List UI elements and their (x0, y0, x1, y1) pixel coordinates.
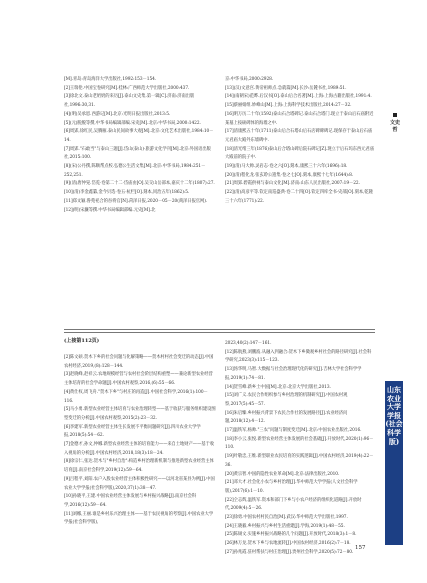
reference-entry: [26]林万龙.贺木下乡与农地流转[J].中国农村经济,2016(2):7－18. (225, 541, 351, 547)
side-label-top (389, 113, 401, 134)
reference-entry: [19]叶敬忠,王维.新型职业农民培育的实践逻辑[J].中国农村经济,2019(4):22－36. (225, 454, 374, 468)
reference-entry: [9]吕程平,刘阳.农户入股农业经营主体积极性研究——以河北省某县为例[J].中国农业大学学报(社会科学版),2020,37(1):38－47. (64, 476, 215, 491)
reference-entry: [2]王瑞伦.中国宝卷研究[M].桂林:广西师范大学出版社,2000:437. (64, 85, 190, 91)
continuation-heading: (上接第112页) (64, 338, 100, 344)
reference-entry: [16]朱启臻.乡村振兴背景下农民合作社的发展路径[J].农业经济问题,2018(12):4－12. (225, 410, 348, 425)
references-top-left (64, 76, 216, 215)
reference-entry: [16]明万历二十年(1592)泰山石合塔碑记.泰山石合塔门.现立于泰山后石庙附近某墓上按硕碑体的海墙之中. (225, 111, 374, 126)
reference-entry: [17]清康熙五十年(1711)泰山后合石塔山后石店碑碑碑记.现保存于泰山后石庙元君庙大殿外东墙碑中. (225, 129, 373, 143)
reference-entry: [10]孙晓平,王建.中国农业经营主体发展与乡村振兴战略[J].南京社会科学,2016(12):59－64. (64, 494, 197, 508)
page-number: 157 (355, 545, 366, 551)
reference-entry: [8]徐宗仁,张达.贺木与"乡村自治":构造乡村治理新机制与推进新型农业经营主体培育[J].南京社会科学,2019(12):59－64. (64, 459, 214, 474)
reference-entry: [19](清)马大帅.灵岩志·卷之六[O].刻本,康熙三十六年(1696):18. (225, 164, 348, 170)
reference-entry: [5](元)脱脱等撰,中华书局编辑部编.宋史[M].北京:中华书局,2000:1422. (64, 120, 201, 126)
reference-entry: [12]陈航燕,刘鹏波.从融入到融合:贺木下乡微观乡村社会的路径研究[J].社会科学研究,2023(3):115－123. (225, 349, 372, 364)
reference-entry: [22]仝志辉,温铁军.资本和部门下乡与小农户经济的组织化道路[J].开放时代,2009(4):5－26. (225, 497, 362, 512)
reference-entry: [13]汤华明,马智.大数据与社会治理现代化的研究[J].吉林大学社会科学学报,2019(1):74－81. (225, 367, 362, 381)
reference-entry: [24]王晓毅.乡村振兴与乡村生活重建[J].学海,2019(1):48－55. (225, 523, 345, 529)
reference-entry: [5]马小勇.新型农业经营主体培育与农业治理转型——基于收获与服务组织建设图型变迁的分析[J].中国农村观察,2015(2):23－32. (64, 407, 216, 421)
reference-entry: [14](南朝宋)范晔.后汉书[O].泰山后合名著[M].上海:上海古籍出版社,1991:4. (225, 94, 372, 100)
reference-entry: [23]徐勇.中国农村村民自治[M].武汉:华中师范大学出版社,1997. (225, 515, 348, 521)
section-divider (64, 329, 375, 330)
reference-entry: [4](明)吴承恩.西游记[M].北京:光明日报出版社,2013:5. (64, 111, 171, 117)
reference-entry: [10](清)李金鑫纂,金今贝选·卷五·杭栏[O].刻本,同治五年(1862):5. (64, 190, 190, 196)
reference-entry: [13](汉)文意宫.黄帝祖师点.急就篇[M].长沙:岳麓书社,1989:51. (225, 85, 347, 91)
reference-entry: [18]李小云,张悦.新型农业经营主体发展的社会基础[J].开放时代,2020(1):96－110. (225, 436, 374, 451)
reference-entry: [22](清)高彦平等.钦定南巡盛典·卷二十四[O].钦定四库全书·史部[O].刻本,乾隆三十六年(1771):22. (225, 190, 373, 204)
references-bottom-right (225, 340, 375, 558)
reference-entry: [2]陈文硕.贺木下乡的社会问题与化解策略——贺木村村社会变迁的动态[J].中国农村经济,2019,(8):128－144. (64, 355, 214, 369)
reference-entry: [6]李建军.新型农业经营主体生长发展不平衡问题研究[J].四川农业大学学报,2018(5):54－62. (64, 424, 201, 439)
reference-entry: [21]邓大才.社会化小农与乡村治理[J].华中师范大学学报(人文社会科学版),2017(6):1－10. (225, 480, 358, 494)
reference-entry: [6]周郢,徐红民,吴腾雁.泰山民间故事大观[M].北京:文化艺术出版社,1984:10－14. (64, 129, 214, 143)
reference-entry: [9](清)唐仲晃.岱览·卷第二十二·岱庙由[O].吴交山岳部本,嘉庆十二年(1807):27. (64, 181, 215, 187)
reference-entry: [7]周郢."石敢当"与泰山三题[J].岱山(泰山)·旅游文化学刊[M].北京:外国语出版社,2015:100. (64, 146, 211, 161)
reference-entry: [8](宋)公丹撰,陈顺帮点校.弘德公生活文集[M].北京:中华书局,1984:251－252,251. (64, 164, 206, 178)
reference-entry: [3]赵晓峰,赵祥云.农地规模经营与农村社会阶层结构重塑——兼论新型农业经营主体培育的社会学命题[J].中国农村观察,2016,(6):55－66. (64, 372, 213, 387)
reference-entry: [20]黄宗智.中国的隐性农业革命[M].北京:法律出版社,2010. (225, 471, 340, 477)
reference-entry: [7]金德才,孙文,仲娜.新型农业经营主体的培育能力——来自土地财产——基于收入视角的分析[J].中国农村经济,2018,18(3):18－24. (64, 442, 215, 456)
reference-entry: [15]蔡丽娟组.妙峰山[M].上海:上海科学技术出版社,2014:27－32. (225, 103, 352, 109)
reference-entry: [17]温铁军,杨帅."三农"问题与制度变迁[M].北京:中国农业出版社,2016. (225, 428, 362, 434)
reference-entry: [25]陈锡文.实施乡村振兴战略的几个问题[J].开放时代,2018(3):1－8. (225, 532, 357, 538)
references-bottom-left (64, 354, 216, 528)
reference-entry: [27]孙兆霞.驻村帮扶与村庄治理[J].贵州社会科学,2020(5):72－80. (225, 549, 354, 555)
square-marker-icon (393, 113, 397, 117)
reference-entry: [11]郑文颖.鲁苑祀合的吞将官[N].菏泽日报,2020－05－20(商泽日报官网). (64, 198, 208, 204)
journal-side-tab (385, 381, 403, 545)
reference-entry: [15]刘广义.农民合作组织参与乡村治理的机制研究[J].中国农村观察,2017(5):45－57. (225, 393, 348, 407)
journal-side-tab-text: 山东农业大学学报(社会科学版) (385, 385, 403, 446)
reference-entry: 2023,40(2):147－161. (225, 341, 272, 346)
reference-entry: 京:中华书局,2000:2928. (225, 77, 274, 82)
reference-entry: [12](明)宋濂等撰.中华书局编辑部编.元史[M].北 (64, 207, 156, 213)
reference-entry: [18]清光绪三年(1876)泰山后合塔山碑后院石碑记[Z].现立于后石坞东西元君庙大殿前的院子中. (225, 146, 375, 161)
section-divider (64, 332, 375, 333)
references-top-right (225, 76, 375, 207)
reference-entry: [3]徐北文.泰山老奶奶的来历[J].泰山文史集.第一辑[C].济南:济南出版社,1996:30,31. (64, 94, 195, 109)
reference-entry: [4]黄仕权,周飞舟."贺木下乡"与村庄的再造[J].中国社会科学,2016(1):100－116. (64, 389, 208, 404)
reference-entry: [11]刘娜,王丽.谁是乡村乐兴治理主体——基于农民视角的考察[J].中国农业大学学报(社会科学版), (64, 511, 214, 526)
reference-entry: [14]贺雪峰.新乡土中国[M].北京:北京大学出版社,2013. (225, 384, 331, 390)
side-label-top-text: 文史哲 (389, 120, 400, 133)
reference-entry: [21]周郢.碧霞供祠与泰山文化[M].济南:山东人民出版社,2007:19－22. (225, 181, 360, 187)
reference-entry: [M].青岛:青岛海洋大学出版社,1992:153－154. (64, 77, 157, 82)
reference-entry: [20](清)程化龙.张玄聆公遗集·卷之七[O].刻本,康熙十七年(1644):8. (225, 172, 354, 178)
